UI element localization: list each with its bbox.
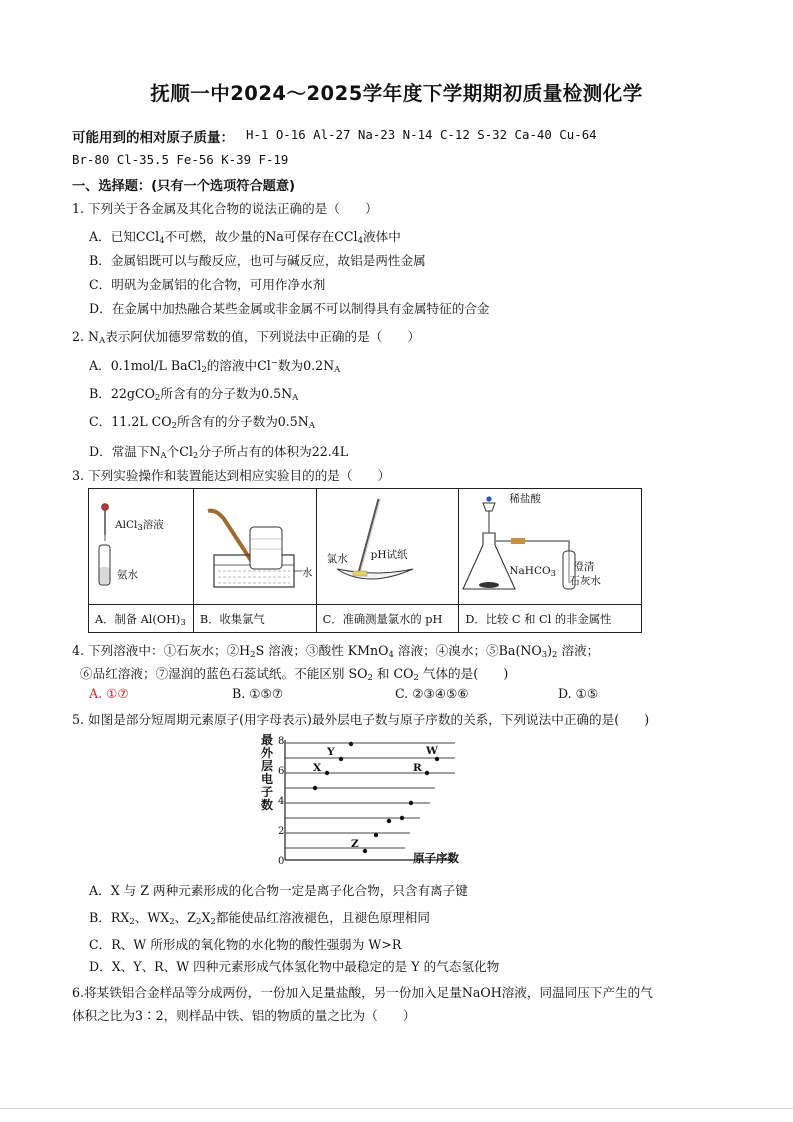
experiment-b-figure: [193, 489, 316, 605]
question-1-option-a: A．已知CCl$_4$不可燃，故少量的Na可保存在CCl$_4$液体中: [89, 229, 401, 246]
element-chart: [255, 732, 475, 872]
chart-y-tick-0: 0: [278, 856, 285, 867]
question-4-option-c: C. ②③④⑤⑥: [395, 686, 469, 701]
question-1-option-b: B．金属铝既可以与酸反应，也可与碱反应，故铝是两性金属: [89, 253, 426, 268]
experiment-a-label-2: 氨水: [117, 569, 138, 581]
chart-x-axis-label: 原子序数: [413, 851, 459, 865]
question-1-option-c: C．明矾为金属铝的化合物，可用作净水剂: [89, 277, 326, 292]
experiment-d-figure: [459, 489, 642, 605]
chart-label-w: W: [426, 745, 438, 757]
experiment-d-label-1: 稀盐酸: [509, 493, 541, 505]
experiment-c-label-2: pH试纸: [370, 549, 408, 561]
experiment-a-label-1: AlCl$_3$溶液: [115, 519, 164, 533]
question-4-stem-line-2: ⑥品红溶液；⑦湿润的蓝色石蕊试纸。不能区别 $SO_2$ 和 $CO_2$ 气体的是( ): [80, 666, 509, 683]
question-2-option-c: C．11.2L $CO_2$所含有的分子数为$0.5N_A$: [89, 414, 315, 431]
question-1-option-d: D．在金属中加热融合某些金属或非金属不可以制得具有金属特征的合金: [89, 301, 490, 316]
chart-label-y: Y: [327, 746, 335, 758]
question-2-stem: 2. $N_A$表示阿伏加德罗常数的值，下列说法中正确的是（ ）: [72, 329, 421, 346]
page-bottom-divider: [0, 1108, 793, 1109]
experiment-a-figure: [89, 489, 194, 605]
experiment-table: [88, 488, 642, 633]
atomic-mass-line-2: Br-80 Cl-35.5 Fe-56 K-39 F-19: [72, 152, 289, 167]
experiment-c-figure: [316, 489, 459, 605]
question-3-stem: 3. 下列实验操作和装置能达到相应实验目的的是（ ）: [72, 468, 391, 483]
experiment-d-label-2: NaHCO$_3$: [509, 565, 557, 579]
chart-y-tick-2: 2: [278, 826, 285, 837]
question-4-option-a: A. ①⑦: [89, 686, 129, 701]
dropper-apparatus-icon: [89, 489, 194, 604]
question-6-line-2: 体积之比为3∶2，则样品中铁、铝的物质的量之比为（ ）: [72, 1008, 416, 1023]
chart-y-axis-label: 最 外 层 电 子 数: [261, 733, 274, 812]
question-4-stem-line-1: 4. 下列溶液中：①石灰水；$②H_2S$ 溶液；③酸性 KMnO$_4$ 溶液；④溴水；$⑤Ba(NO_3)_2$ 溶液；: [72, 643, 600, 660]
question-6-line-1: 6.将某铁铝合金样品等分成两份，一份加入足量盐酸，另一份加入足量NaOH溶液，同温同压下产生的气: [72, 985, 653, 1000]
chart-label-z: Z: [351, 838, 359, 850]
page-title: 抚顺一中2024～2025学年度下学期期初质量检测化学: [150, 82, 643, 105]
question-2-option-b: B．22gCO$_2$所含有的分子数为$0.5N_A$: [89, 386, 299, 403]
chart-label-x: X: [313, 762, 322, 774]
experiment-c-caption: C．准确测量氯水的 pH: [316, 605, 459, 633]
question-2-option-d: D．常温下$N_A$个$Cl_2$分子所占有的体积为22.4L: [89, 444, 349, 461]
atomic-mass-label: 可能用到的相对原子质量：: [72, 130, 234, 146]
chart-y-tick-8: 8: [278, 736, 285, 747]
chart-y-tick-6: 6: [278, 766, 285, 777]
question-1-stem: 1. 下列关于各金属及其化合物的说法正确的是（ ）: [72, 201, 378, 216]
question-5-stem: 5. 如图是部分短周期元素原子(用字母表示)最外层电子数与原子序数的关系，下列说法中正确的是( ): [72, 712, 650, 727]
question-2-option-a: A．0.1mol/L BaCl$_2$的溶液中Cl−数为$0.2N_A$: [89, 358, 341, 375]
section-header: 一、选择题：(只有一个选项符合题意): [72, 179, 296, 194]
experiment-b-label: 水: [301, 567, 313, 579]
chart-label-r: R: [413, 762, 422, 774]
question-5-option-a: A．X 与 Z 两种元素形成的化合物一定是离子化合物，只含有离子键: [89, 883, 468, 898]
experiment-d-label-3: 澄清: [573, 561, 595, 573]
question-4-option-d: D. ①⑤: [558, 686, 599, 701]
question-5-option-c: C．R、W 所形成的氧化物的水化物的酸性强弱为 W>R: [89, 937, 402, 952]
experiment-d-caption: D．比较 C 和 Cl 的非金属性: [459, 605, 642, 633]
question-4-option-b: B. ①⑤⑦: [232, 686, 284, 701]
chart-y-tick-4: 4: [278, 796, 285, 807]
flask-apparatus-icon: [459, 489, 642, 604]
question-5-option-b: B．$RX_2$、$WX_2$、$Z_2X_2$都能使品红溶液褪色，且褪色原理相同: [89, 910, 430, 927]
question-5-option-d: D．X、Y、R、W 四种元素形成气体氢化物中最稳定的是 Y 的气态氢化物: [89, 959, 500, 974]
gas-collection-apparatus-icon: [194, 489, 317, 604]
atomic-mass-line-1: H-1 O-16 Al-27 Na-23 N-14 C-12 S-32 Ca-40 Cu-64: [246, 127, 597, 142]
experiment-a-caption: A．制备 $Al(OH)_3$: [89, 605, 194, 633]
experiment-d-label-4: 石灰水: [569, 575, 601, 587]
experiment-b-caption: B．收集氯气: [193, 605, 316, 633]
experiment-c-label-1: 氯水: [326, 553, 348, 565]
